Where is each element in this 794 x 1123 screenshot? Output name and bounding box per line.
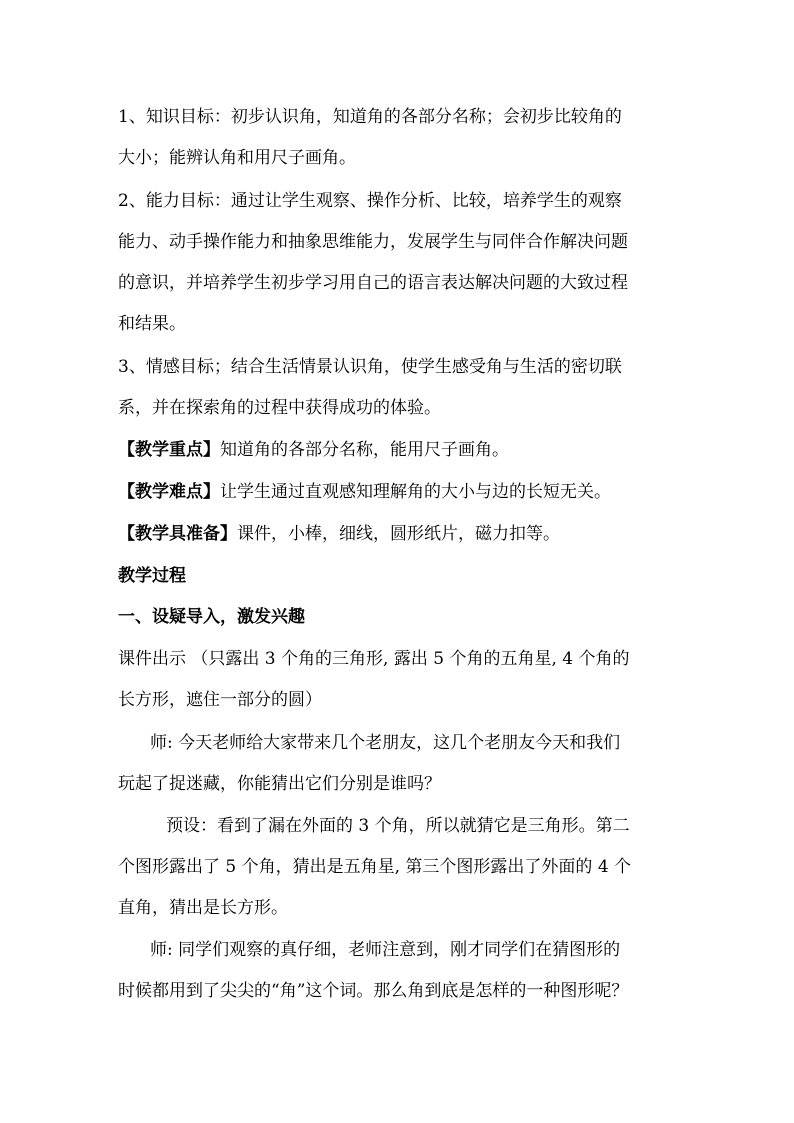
body-line-8: 师: 同学们观察的真仔细，老师注意到，刚才同学们在猜图形的	[150, 940, 621, 960]
objective-1-line-2: 大小；能辨认角和用尺子画角。	[118, 148, 356, 168]
section-1-heading: 一、设疑导入，激发兴趣	[118, 607, 305, 627]
key-points	[118, 440, 509, 460]
difficulty-text: 让学生通过直观感知理解角的大小与边的长短无关。	[220, 482, 611, 502]
materials-text: 课件，小棒，细线，圆形纸片，磁力扣等。	[237, 524, 560, 544]
difficulty	[118, 482, 611, 502]
materials-label: 【教学具准备】	[118, 524, 237, 544]
body-line-1: 课件出示 （只露出 3 个角的三角形, 露出 5 个角的五角星, 4 个角的	[118, 649, 630, 669]
objective-2-line-2: 能力、动手操作能力和抽象思维能力，发展学生与同伴合作解决问题	[118, 232, 628, 252]
objective-2-line-3: 的意识，并培养学生初步学习用自己的语言表达解决问题的大致过程	[118, 273, 628, 293]
body-line-6: 个图形露出了 5 个角，猜出是五角星, 第三个图形露出了外面的 4 个	[118, 857, 632, 877]
process-heading: 教学过程	[118, 566, 186, 586]
objective-2-line-4: 和结果。	[118, 314, 186, 334]
objective-3-line-1: 3、情感目标；结合生活情景认识角，使学生感受角与生活的密切联	[118, 357, 622, 377]
difficulty-label: 【教学难点】	[118, 482, 220, 502]
materials	[118, 524, 560, 544]
key-points-text: 知道角的各部分名称，能用尺子画角。	[220, 440, 509, 460]
objective-2-line-1: 2、能力目标：通过让学生观察、操作分析、比较，培养学生的观察	[118, 191, 622, 211]
objective-1-line-1: 1、知识目标：初步认识角，知道角的各部分名称；会初步比较角的	[118, 107, 622, 127]
objective-3-line-2: 系，并在探索角的过程中获得成功的体验。	[118, 398, 441, 418]
body-line-7: 直角，猜出是长方形。	[118, 898, 288, 918]
body-line-2: 长方形，遮住一部分的圆）	[118, 690, 322, 710]
body-line-3: 师: 今天老师给大家带来几个老朋友，这几个老朋友今天和我们	[150, 733, 621, 753]
body-line-9: 时候都用到了尖尖的“角”这个词。那么角到底是怎样的一种图形呢？	[118, 981, 629, 1001]
key-points-label: 【教学重点】	[118, 440, 220, 460]
body-line-4: 玩起了捉迷藏，你能猜出它们分别是谁吗？	[118, 774, 441, 794]
body-line-5: 预设：看到了漏在外面的 3 个角，所以就猜它是三角形。第二	[166, 816, 630, 836]
